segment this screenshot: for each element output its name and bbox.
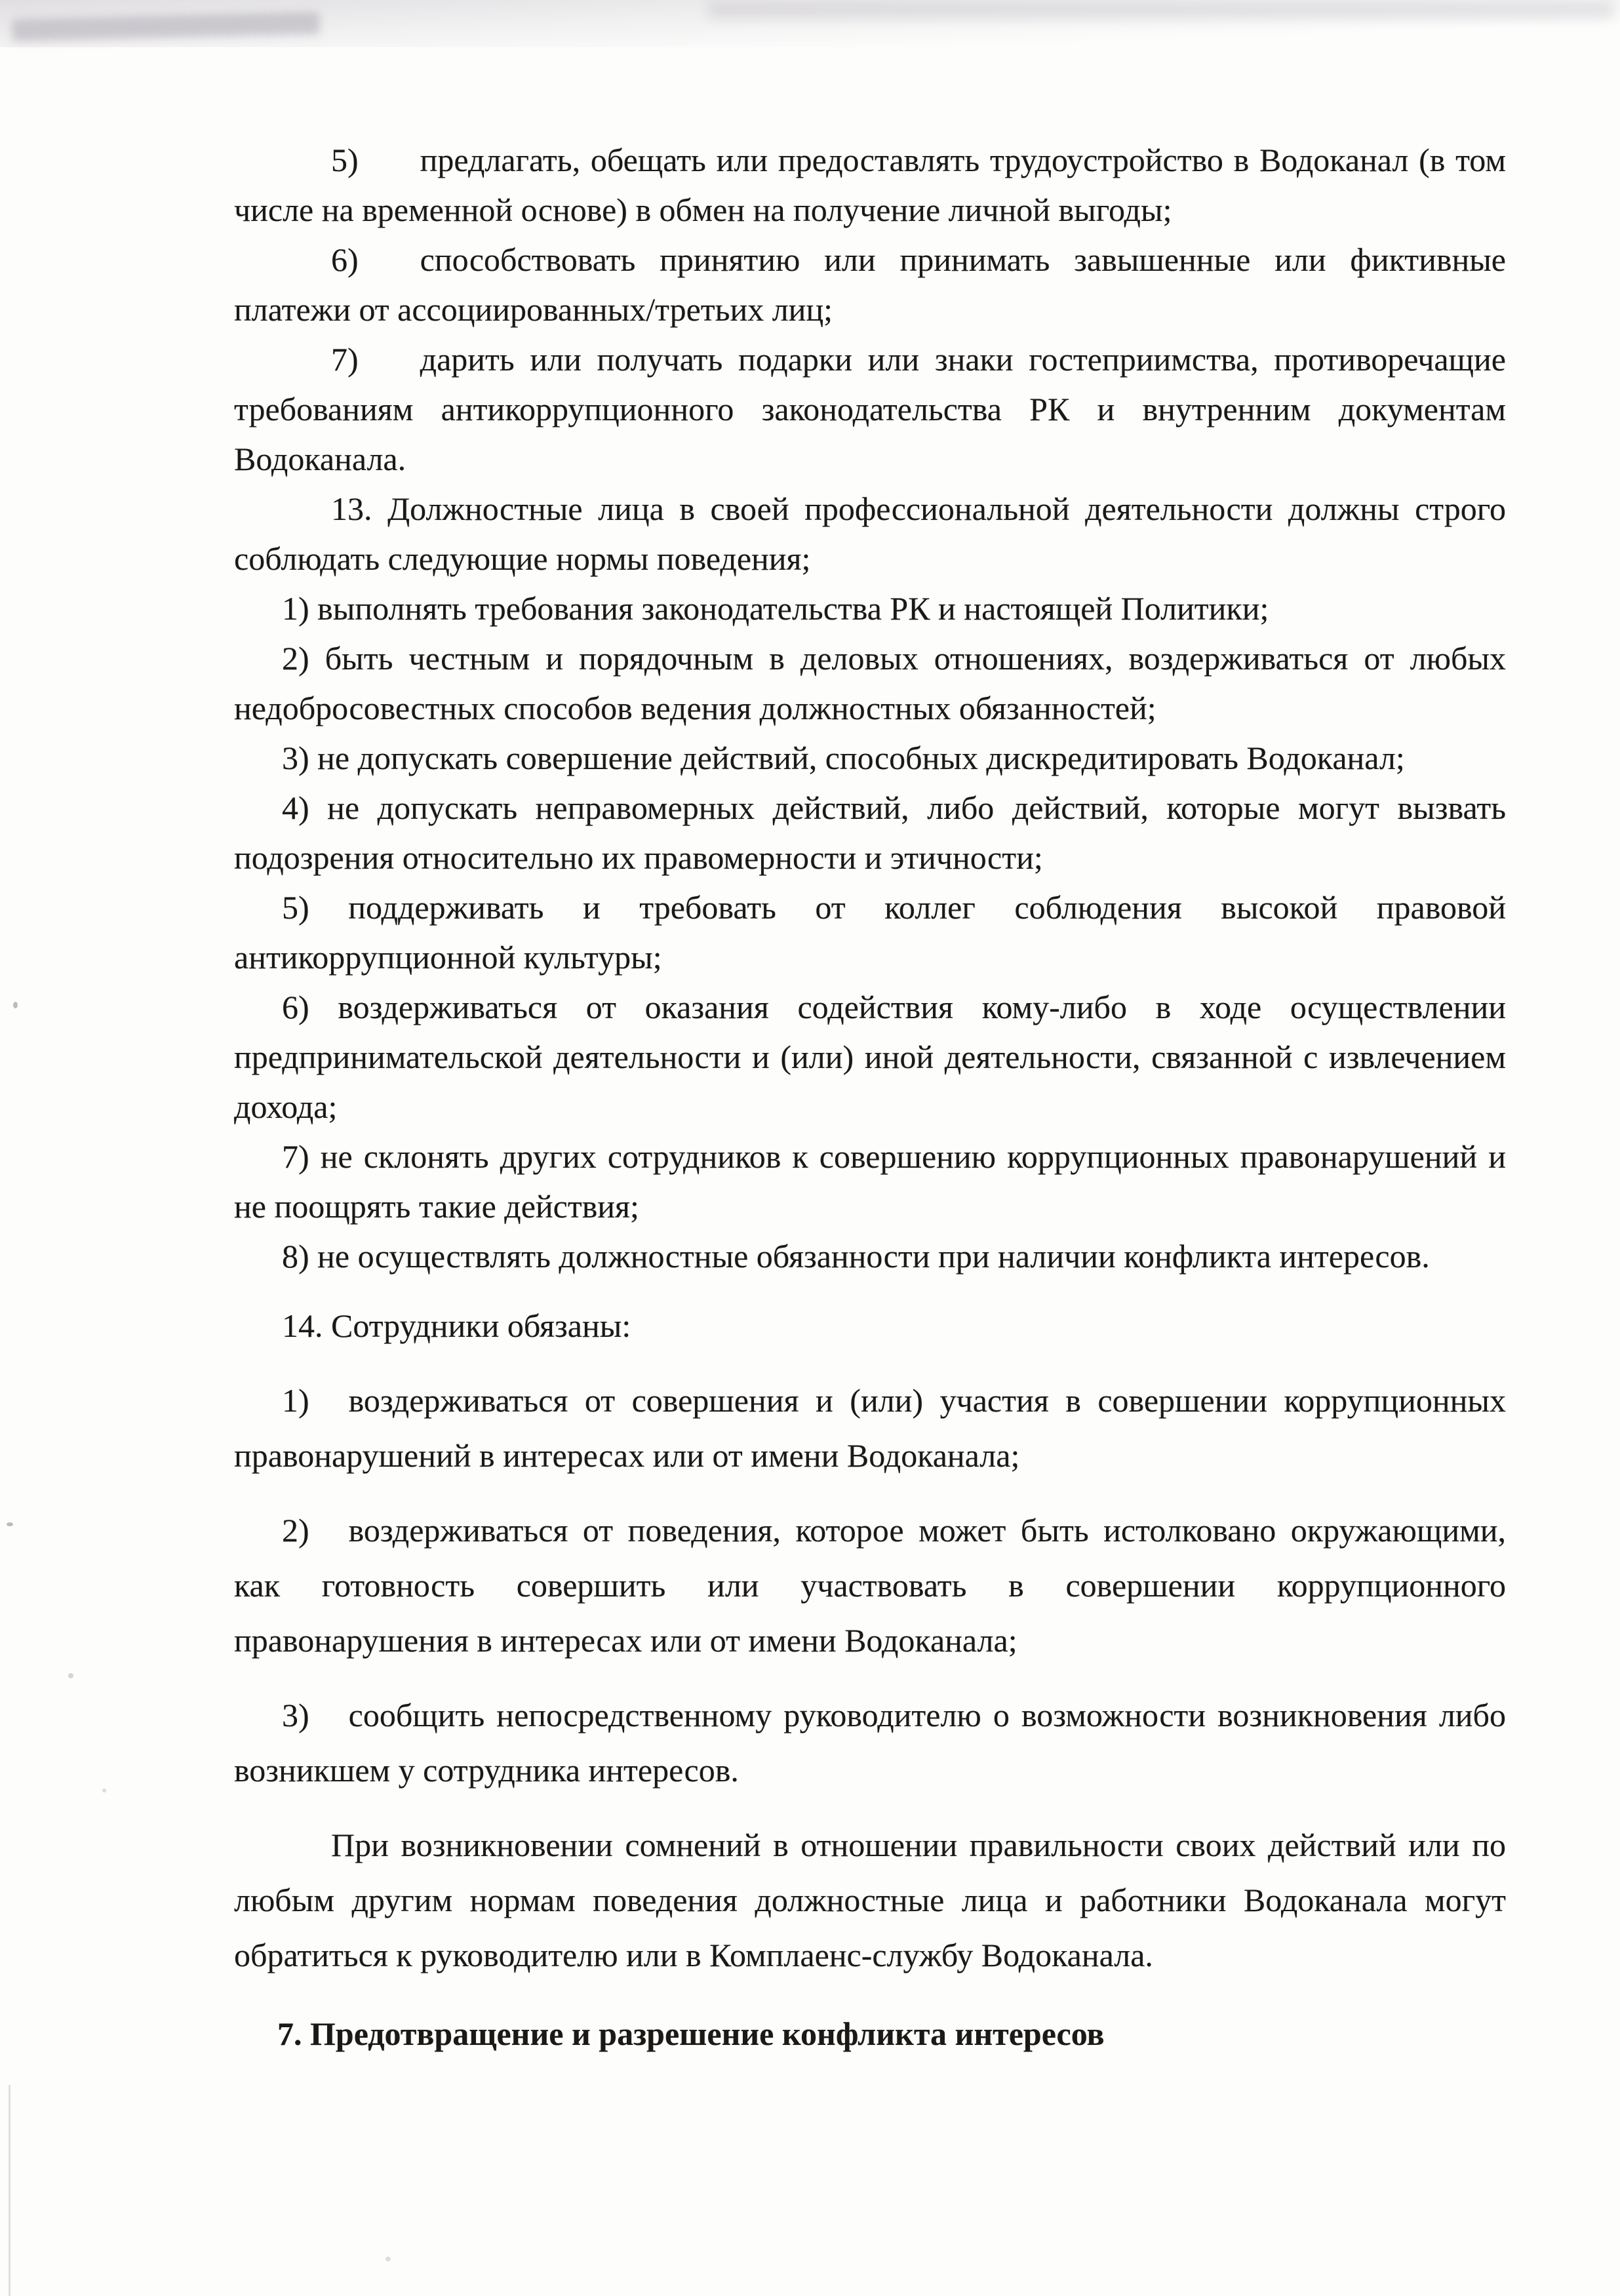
clause-13-item-7: [234, 1132, 1506, 1231]
paragraph-text: 2) быть честным и порядочным в деловых отношениях, воздерживаться от любых недобросовестных способов ведения должностных обязанностей;: [234, 640, 1506, 726]
scan-artifact-edge-line: [9, 2085, 10, 2296]
clause-13-item-2: [234, 633, 1506, 733]
clause-13-item-5: [234, 882, 1506, 982]
clause-6: [234, 235, 1506, 334]
paragraph-text: При возникновении сомнений в отношении правильности своих действий или по любым другим нормам поведения должностные лица и работники Водоканала могут обратиться к руководителю или в Комплаенс-службу Водоканала.: [234, 1827, 1506, 1973]
item-number: 2): [282, 1512, 309, 1549]
paragraph-text: воздерживаться от совершения и (или) участия в совершении коррупционных правонарушений в интересах или от имени Водоканала;: [234, 1382, 1506, 1474]
paragraph-guidance: [234, 1817, 1506, 1983]
scan-speck: [102, 1789, 106, 1792]
scan-speck: [7, 1522, 13, 1526]
clause-13-item-3: [234, 733, 1506, 783]
clause-14-item-1: [234, 1373, 1506, 1483]
paragraph-text: предлагать, обещать или предоставлять трудоустройство в Водоканал (в том числе на временной основе) в обмен на получение личной выгоды;: [234, 142, 1506, 228]
clause-13-item-1: [234, 584, 1506, 633]
item-number: 3): [282, 1697, 309, 1733]
item-number: 1): [282, 1382, 309, 1419]
paragraph-text: способствовать принятию или принимать завышенные или фиктивные платежи от ассоциированных/третьих лиц;: [234, 241, 1506, 328]
paragraph-text: сообщить непосредственному руководителю о возможности возникновения либо возникшем у сотрудника интересов.: [234, 1697, 1506, 1789]
item-number: 6): [331, 241, 359, 278]
paragraph-text: 14. Сотрудники обязаны:: [282, 1307, 631, 1344]
item-number: 7): [331, 341, 359, 378]
paragraph-text: 13. Должностные лица в своей профессиональной деятельности должны строго соблюдать следующие нормы поведения;: [234, 490, 1506, 577]
paragraph-text: дарить или получать подарки или знаки гостеприимства, противоречащие требованиям антикоррупционного законодательства РК и внутренним документам Водоканала.: [234, 341, 1506, 477]
document-body: [234, 0, 1506, 2061]
item-number: 5): [331, 142, 359, 178]
paragraph-text: воздерживаться от поведения, которое может быть истолковано окружающими, как готовность совершить или участвовать в совершении коррупционного правонарушения в интересах или от имени Водоканала;: [234, 1512, 1506, 1659]
clause-13: [234, 484, 1506, 584]
clause-5: [234, 135, 1506, 235]
clause-14: [234, 1298, 1506, 1353]
clause-7: [234, 334, 1506, 484]
clause-13-item-4: [234, 783, 1506, 882]
paragraph-text: 5) поддерживать и требовать от коллег соблюдения высокой правовой антикоррупционной культуры;: [234, 889, 1506, 976]
paragraph-text: 7) не склонять других сотрудников к совершению коррупционных правонарушений и не поощрять такие действия;: [234, 1138, 1506, 1225]
paragraph-text: 6) воздерживаться от оказания содействия кому-либо в ходе осуществлении предпринимательской деятельности и (или) иной деятельности, связанной с извлечением дохода;: [234, 989, 1506, 1125]
scan-speck: [68, 1673, 73, 1678]
clause-14-item-2: [234, 1503, 1506, 1668]
paragraph-text: 4) не допускать неправомерных действий, либо действий, которые могут вызвать подозрения относительно их правомерности и этичности;: [234, 789, 1506, 876]
scan-speck: [13, 1002, 18, 1008]
scan-speck: [385, 2257, 391, 2261]
paragraph-text: 3) не допускать совершение действий, способных дискредитировать Водоканал;: [282, 740, 1405, 776]
paragraph-text: 7. Предотвращение и разрешение конфликта интересов: [277, 2015, 1105, 2052]
clause-13-item-6: [234, 982, 1506, 1132]
clause-13-item-8: [234, 1231, 1506, 1281]
section-7-heading: [234, 2006, 1506, 2061]
clause-14-item-3: [234, 1688, 1506, 1798]
paragraph-text: 8) не осуществлять должностные обязанности при наличии конфликта интересов.: [282, 1238, 1430, 1275]
paragraph-text: 1) выполнять требования законодательства РК и настоящей Политики;: [282, 590, 1269, 627]
